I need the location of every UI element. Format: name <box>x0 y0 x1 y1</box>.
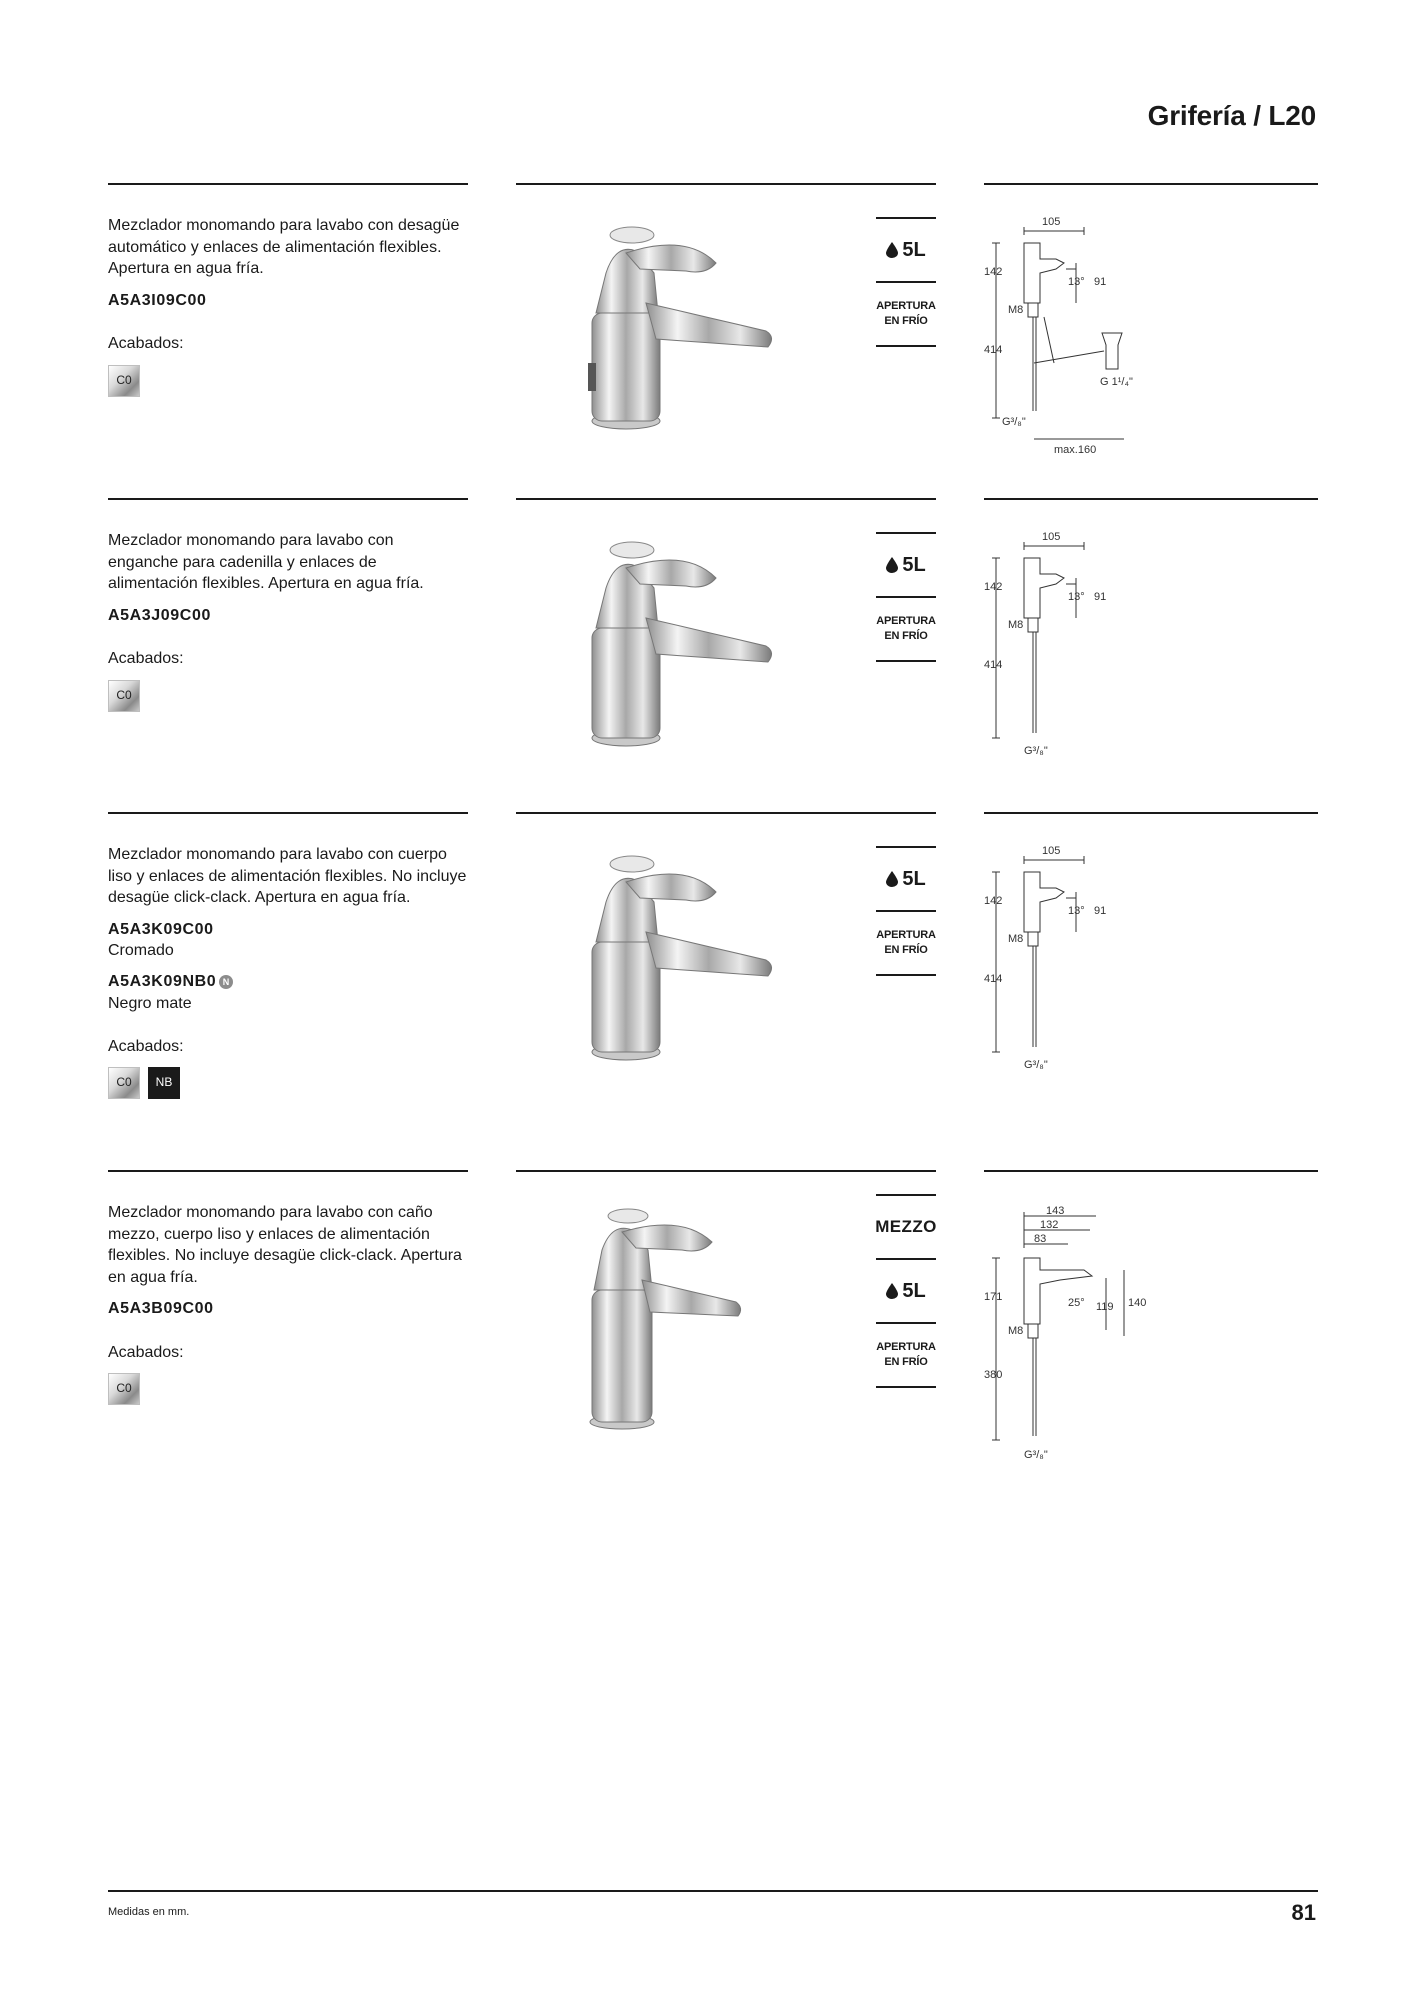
product-code: A5A3J09C00 <box>108 606 211 624</box>
page-number: 81 <box>1291 1900 1316 1925</box>
feature-badges <box>876 217 936 347</box>
product-description: Mezclador monomando para lavabo con caño mezzo, cuerpo liso y enlaces de alimentación flexibles. No incluye desagüe click-clack. Apertura en agua fría. <box>108 1204 462 1286</box>
page-title: Grifería / L20 <box>1147 100 1316 131</box>
finishes-label: Acabados: <box>108 650 184 667</box>
product-section <box>0 498 1414 808</box>
product-code: A5A3B09C00 <box>108 1300 214 1317</box>
cold-opening-badge: APERTURA EN FRÍO <box>876 300 936 327</box>
svg-text:171: 171 <box>984 1291 1003 1303</box>
svg-text:414: 414 <box>984 973 1003 985</box>
water-drop-icon <box>886 1283 898 1299</box>
svg-text:142: 142 <box>984 581 1003 593</box>
svg-text:13°: 13° <box>1068 905 1085 917</box>
svg-text:91: 91 <box>1094 905 1107 917</box>
svg-text:105: 105 <box>1042 531 1061 543</box>
svg-text:380: 380 <box>984 1369 1003 1381</box>
faucet-image <box>566 842 806 1072</box>
divider <box>516 183 936 185</box>
flow-rate-badge: 5L <box>886 868 925 891</box>
flow-rate-badge: 5L <box>886 1280 925 1303</box>
technical-drawing <box>984 213 1144 463</box>
flow-rate-badge: 5L <box>886 239 925 262</box>
svg-text:132: 132 <box>1040 1219 1059 1231</box>
finish-swatch-chrome: C0 <box>108 1373 140 1405</box>
finish-swatch-chrome: C0 <box>108 1067 140 1099</box>
feature-badges <box>876 846 936 976</box>
svg-text:143: 143 <box>1046 1205 1065 1217</box>
divider <box>984 183 1318 185</box>
svg-text:M8: M8 <box>1008 1325 1024 1337</box>
finish-name: Negro mate <box>108 994 192 1012</box>
flow-rate-badge: 5L <box>886 554 925 577</box>
svg-text:414: 414 <box>984 659 1003 671</box>
svg-text:414: 414 <box>984 344 1003 356</box>
technical-drawing <box>984 842 1144 1082</box>
finishes-label: Acabados: <box>108 1037 184 1055</box>
svg-text:M8: M8 <box>1008 933 1024 945</box>
product-section <box>0 812 1414 1162</box>
footer-note: Medidas en mm. <box>108 1906 190 1918</box>
svg-text:142: 142 <box>984 266 1003 278</box>
svg-text:13°: 13° <box>1068 591 1085 603</box>
faucet-image <box>566 213 806 443</box>
product-section <box>0 183 1414 493</box>
water-drop-icon <box>886 242 898 258</box>
finish-name: Cromado <box>108 942 174 959</box>
svg-text:G³/₈": G³/₈" <box>1024 745 1048 757</box>
svg-text:M8: M8 <box>1008 304 1024 316</box>
feature-badges <box>876 532 936 662</box>
product-info <box>108 1202 468 1405</box>
product-description: Mezclador monomando para lavabo con enganche para cadenilla y enlaces de alimentación flexibles. Apertura en agua fría. <box>108 532 424 592</box>
product-description: Mezclador monomando para lavabo con cuerpo liso y enlaces de alimentación flexibles. No incluye desagüe click-clack. Apertura en agua fría. <box>108 846 467 906</box>
svg-text:140: 140 <box>1128 1297 1147 1309</box>
product-section <box>0 1170 1414 1500</box>
svg-text:91: 91 <box>1094 276 1107 288</box>
cold-opening-badge: APERTURA EN FRÍO <box>876 929 936 956</box>
finish-swatch-chrome: C0 <box>108 680 140 712</box>
product-info <box>108 215 468 397</box>
product-code: A5A3K09C00 <box>108 920 214 938</box>
finish-swatch-black: NB <box>148 1067 180 1099</box>
finishes-label: Acabados: <box>108 335 184 352</box>
cold-opening-badge: APERTURA EN FRÍO <box>876 1341 936 1368</box>
faucet-image <box>566 528 806 758</box>
technical-drawing <box>984 528 1144 768</box>
svg-text:M8: M8 <box>1008 619 1024 631</box>
technical-drawing <box>984 1200 1164 1470</box>
svg-text:119: 119 <box>1096 1301 1114 1313</box>
svg-text:G 1¹/₄": G 1¹/₄" <box>1100 376 1133 388</box>
product-code: A5A3K09NB0 N <box>108 971 468 993</box>
svg-text:91: 91 <box>1094 591 1107 603</box>
svg-text:G³/₈": G³/₈" <box>1024 1059 1048 1071</box>
divider <box>108 183 468 185</box>
svg-text:83: 83 <box>1034 1233 1047 1245</box>
svg-text:G³/₈": G³/₈" <box>1002 416 1026 428</box>
svg-text:105: 105 <box>1042 845 1061 857</box>
svg-text:105: 105 <box>1042 216 1061 228</box>
new-badge-icon: N <box>219 975 233 989</box>
faucet-image <box>566 1200 806 1440</box>
svg-text:G³/₈": G³/₈" <box>1024 1449 1048 1461</box>
feature-badges <box>876 1194 936 1388</box>
svg-text:13°: 13° <box>1068 276 1085 288</box>
mezzo-badge: MEZZO <box>875 1217 937 1236</box>
svg-text:25°: 25° <box>1068 1297 1085 1309</box>
water-drop-icon <box>886 557 898 573</box>
cold-opening-badge: APERTURA EN FRÍO <box>876 615 936 642</box>
product-info <box>108 530 468 712</box>
svg-text:142: 142 <box>984 895 1003 907</box>
svg-text:max.160: max.160 <box>1054 444 1097 456</box>
finish-swatch-chrome: C0 <box>108 365 140 397</box>
product-info <box>108 844 468 1099</box>
finishes-label: Acabados: <box>108 1343 184 1361</box>
water-drop-icon <box>886 871 898 887</box>
product-description: Mezclador monomando para lavabo con desagüe automático y enlaces de alimentación flexibles. Apertura en agua fría. <box>108 217 460 277</box>
product-code: A5A3I09C00 <box>108 291 207 309</box>
footer-divider <box>108 1890 1318 1892</box>
